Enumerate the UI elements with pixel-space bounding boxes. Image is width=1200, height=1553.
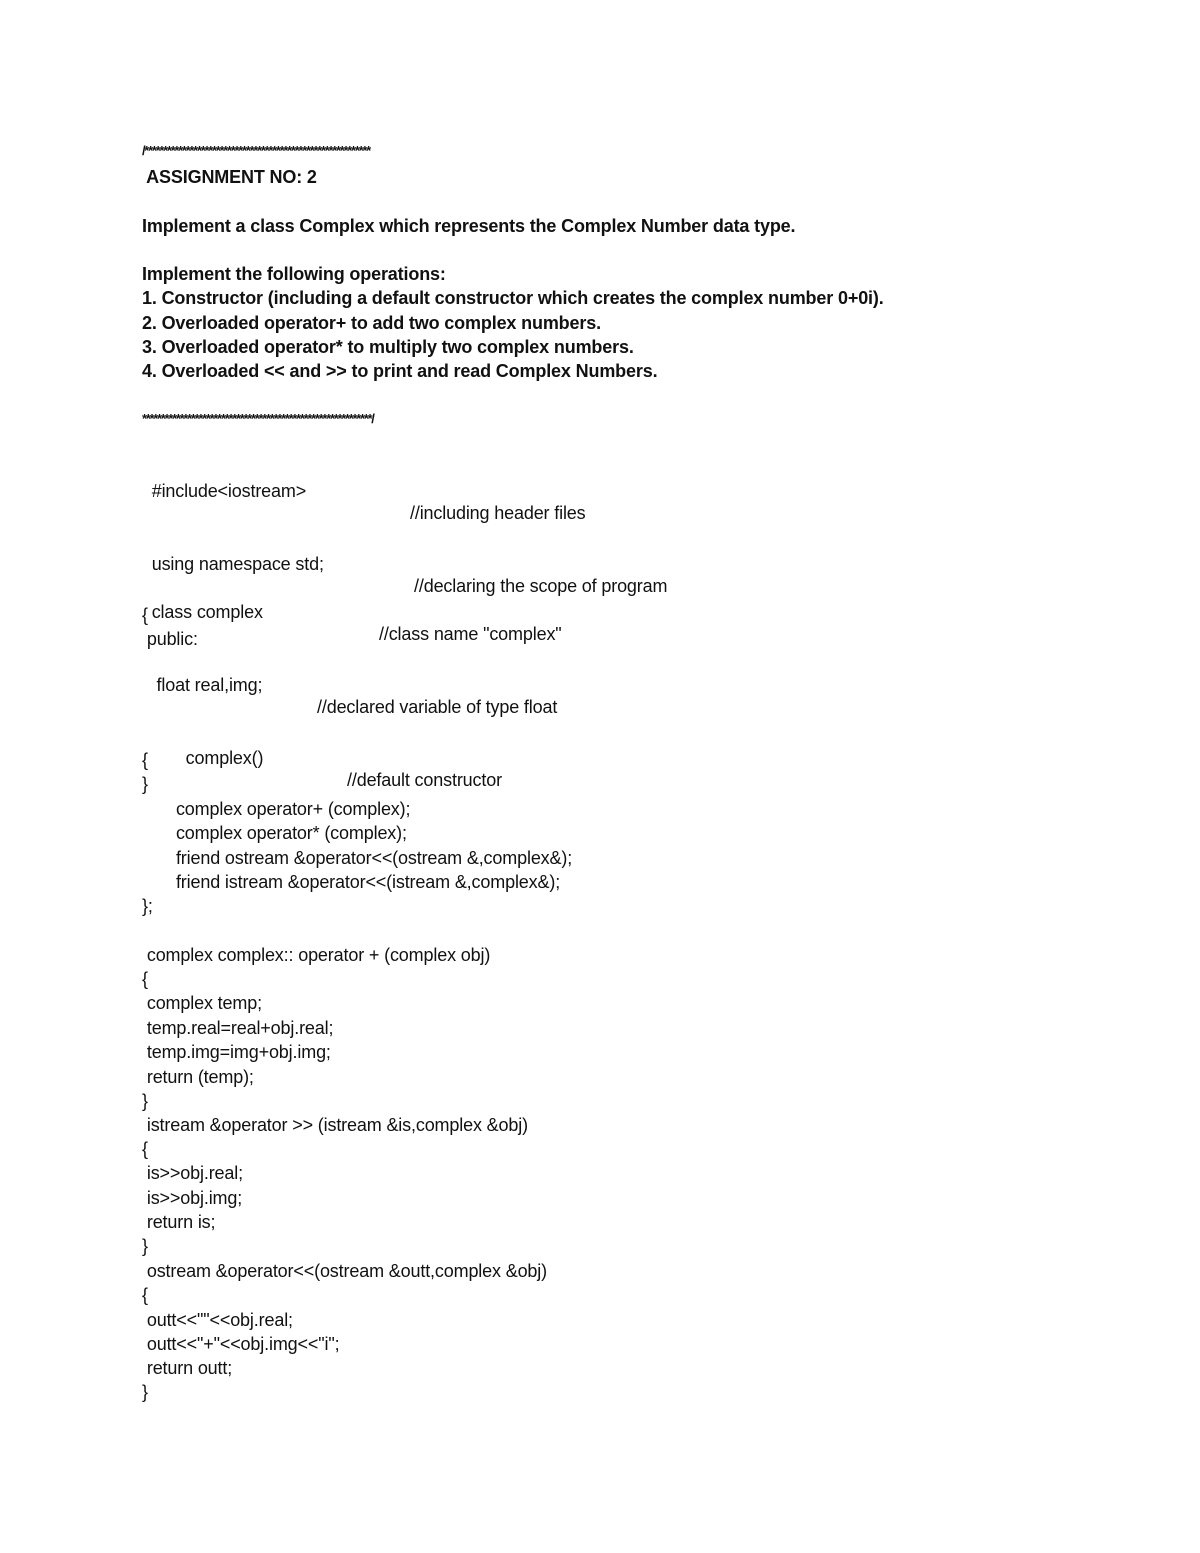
code-line: { xyxy=(142,1139,148,1159)
operation-item: 3. Overloaded operator* to multiply two complex numbers. xyxy=(142,337,634,357)
code-line: ostream &operator<<(ostream &outt,complex &obj) xyxy=(142,1261,547,1281)
namespace-comment: //declaring the scope of program xyxy=(414,576,668,596)
include-code: #include<iostream> xyxy=(151,481,307,501)
operation-item: 2. Overloaded operator+ to add two complex numbers. xyxy=(142,313,601,333)
code-line: return is; xyxy=(142,1212,216,1232)
code-line: istream &operator >> (istream &is,complex &obj) xyxy=(142,1115,528,1135)
code-line: { xyxy=(142,1285,148,1305)
namespace-code: using namespace std; xyxy=(151,554,324,574)
include-comment: //including header files xyxy=(410,503,586,523)
operations-intro: Implement the following operations: xyxy=(142,264,446,284)
constructor-line xyxy=(142,725,1042,791)
code-line: { xyxy=(142,750,148,770)
operation-item: 4. Overloaded << and >> to print and read Complex Numbers. xyxy=(142,361,658,381)
constructor-comment: //default constructor xyxy=(347,770,502,790)
code-line: friend ostream &operator<<(ostream &,complex&); xyxy=(142,848,573,868)
class-declaration-code: class complex xyxy=(151,602,263,622)
code-line: }; xyxy=(142,896,153,916)
code-line: public: xyxy=(142,629,198,649)
code-line: return (temp); xyxy=(142,1067,254,1087)
code-line: is>>obj.img; xyxy=(142,1188,243,1208)
stars-top-line: /************************************************************ xyxy=(142,143,370,158)
members-comment: //declared variable of type float xyxy=(317,697,558,717)
members-code: float real,img; xyxy=(151,675,263,695)
code-line: outt<<"+"<<obj.img<<"i"; xyxy=(142,1334,340,1354)
code-line: return outt; xyxy=(142,1358,233,1378)
code-line: complex complex:: operator + (complex obj) xyxy=(142,945,491,965)
stars-bottom-line: *************************************************************/ xyxy=(142,411,374,426)
members-line xyxy=(142,652,1042,718)
code-line: { xyxy=(142,605,148,625)
assignment-title: ASSIGNMENT NO: 2 xyxy=(142,167,317,187)
code-line: } xyxy=(142,1382,148,1402)
code-line: complex operator+ (complex); xyxy=(142,799,411,819)
code-line: outt<<""<<obj.real; xyxy=(142,1310,293,1330)
code-line: temp.img=img+obj.img; xyxy=(142,1042,331,1062)
constructor-code: complex() xyxy=(151,748,264,768)
code-line: { xyxy=(142,969,148,989)
code-line: } xyxy=(142,1091,148,1111)
code-line: friend istream &operator<<(istream &,complex&); xyxy=(142,872,561,892)
code-line: } xyxy=(142,774,148,794)
code-line: temp.real=real+obj.real; xyxy=(142,1018,334,1038)
problem-statement: Implement a class Complex which represents the Complex Number data type. xyxy=(142,216,796,236)
code-line: complex operator* (complex); xyxy=(142,823,407,843)
code-line: is>>obj.real; xyxy=(142,1163,243,1183)
class-declaration-comment: //class name "complex" xyxy=(379,624,562,644)
code-line: } xyxy=(142,1236,148,1256)
operation-item: 1. Constructor (including a default constructor which creates the complex number 0+0i). xyxy=(142,288,884,308)
include-line xyxy=(142,458,1042,524)
code-line: complex temp; xyxy=(142,993,262,1013)
class-declaration-line xyxy=(142,579,1042,645)
